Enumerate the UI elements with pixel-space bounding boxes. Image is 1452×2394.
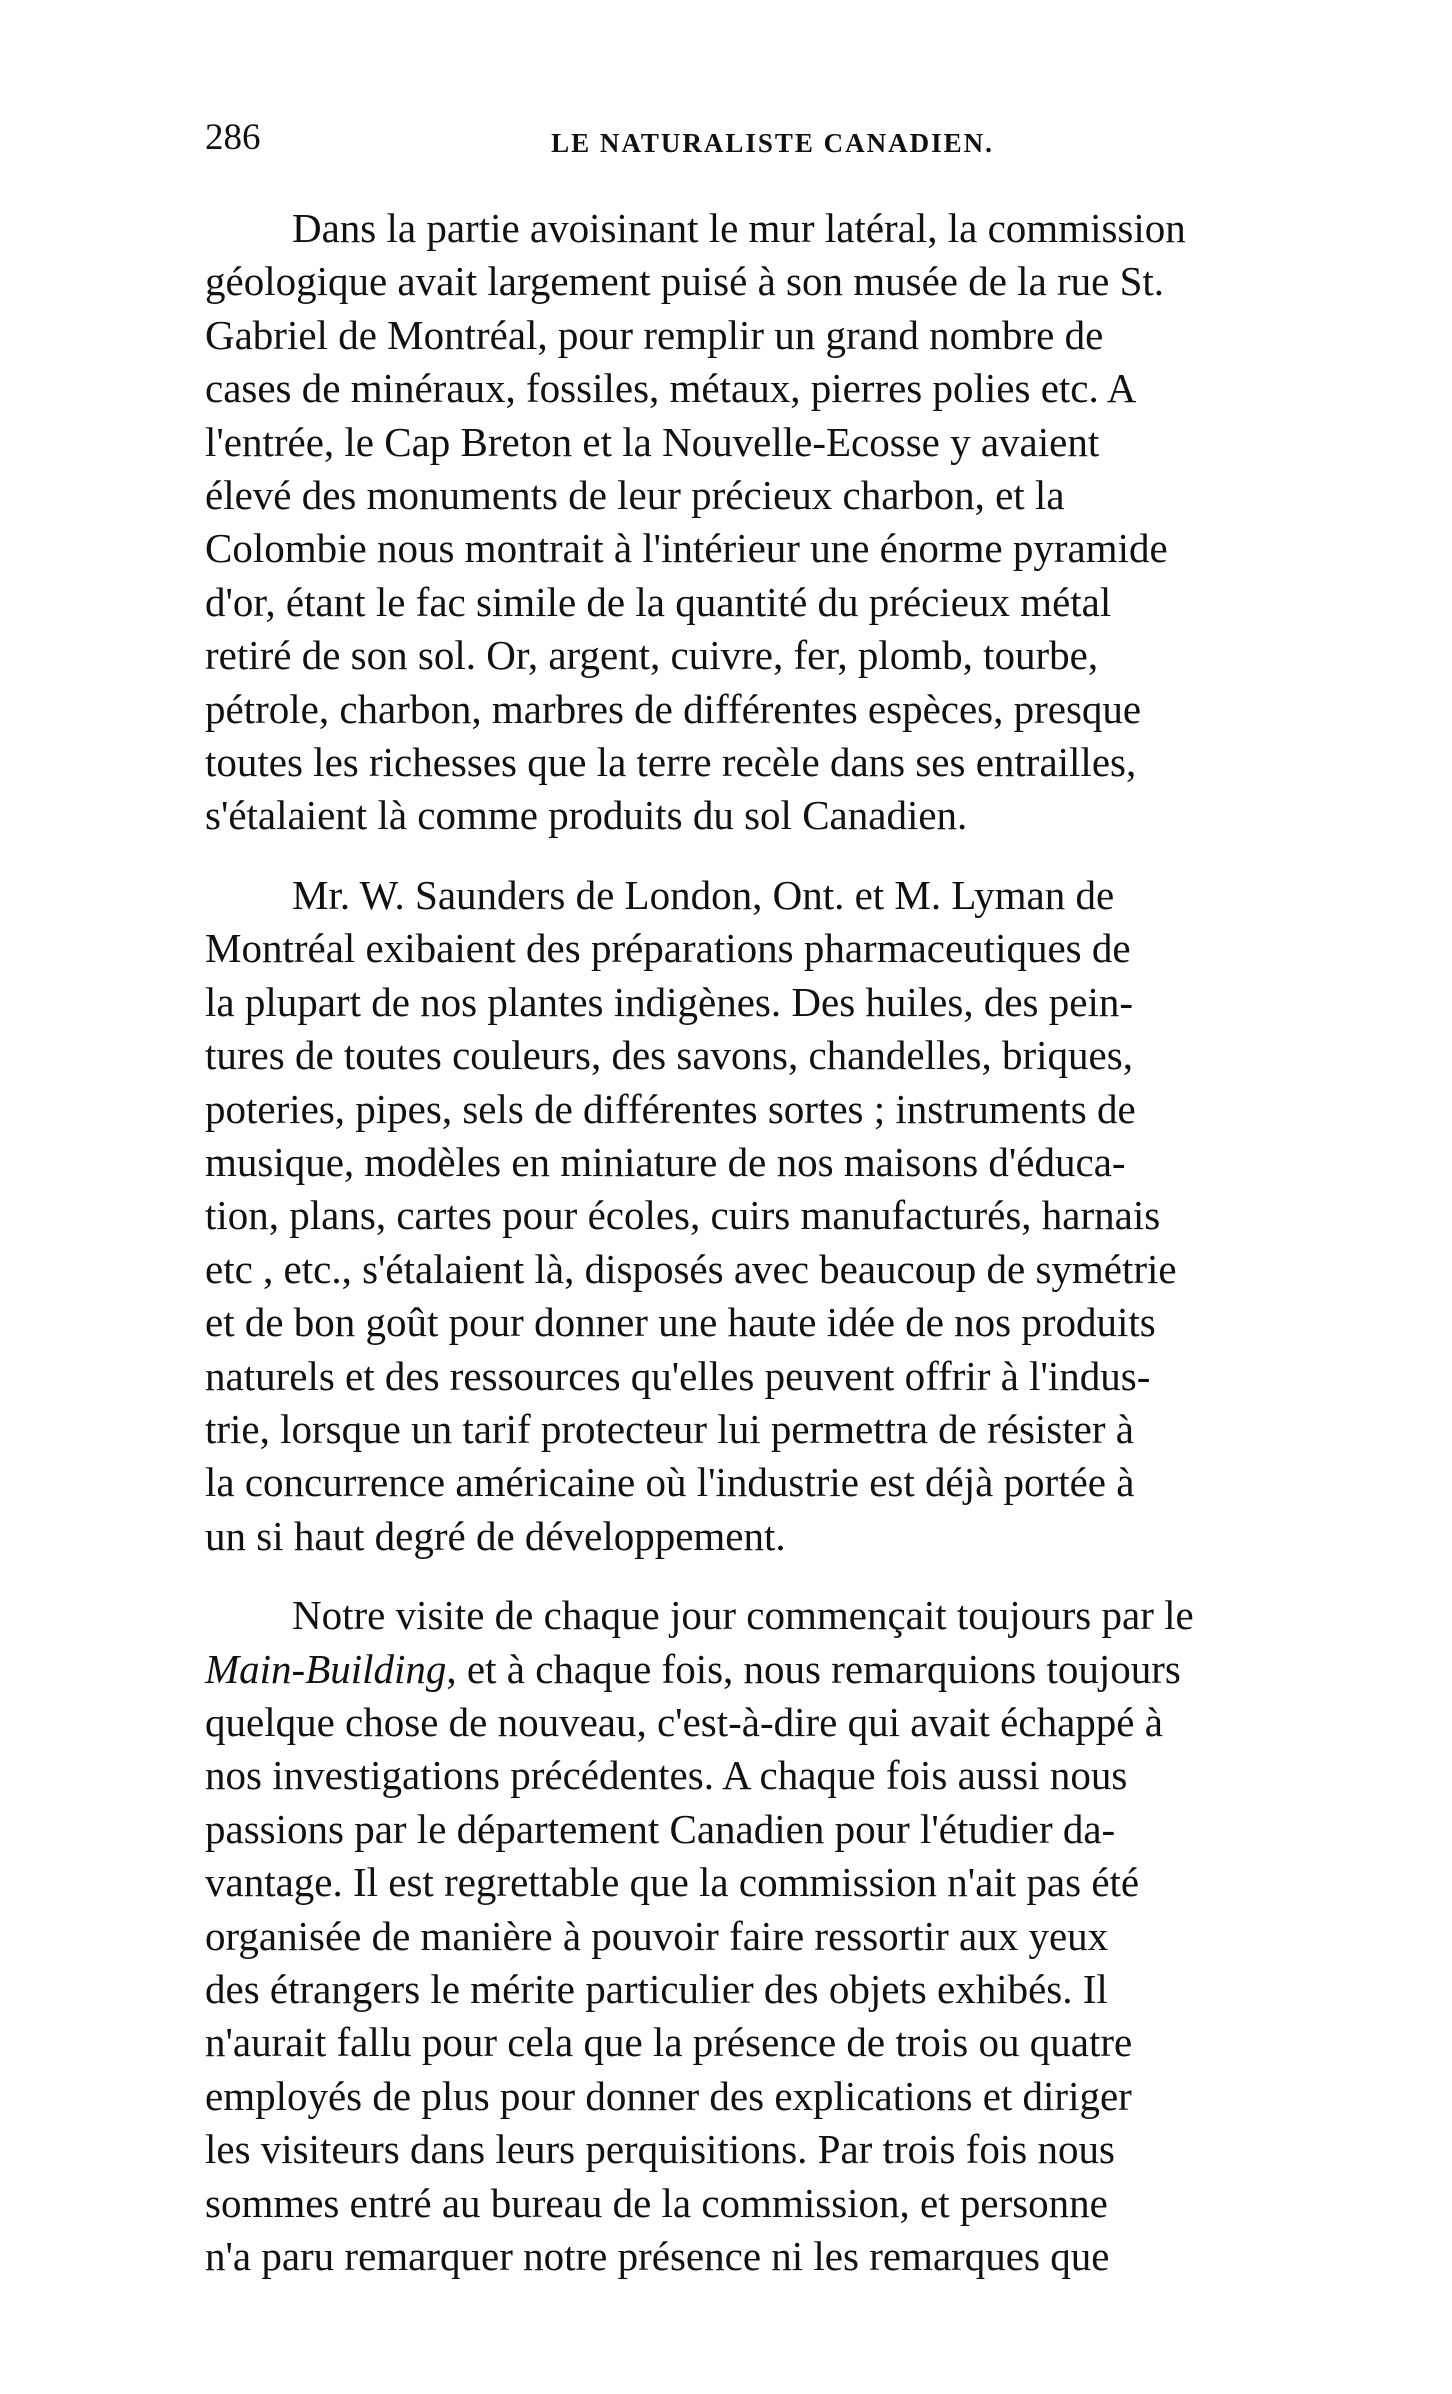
paragraph-line: tion, plans, cartes pour écoles, cuirs manufacturés, harnais <box>205 1192 1161 1239</box>
paragraph-line: la plupart de nos plantes indigènes. Des huiles, des pein- <box>205 978 1133 1025</box>
page-header <box>205 115 1340 175</box>
document-page <box>205 115 1340 2283</box>
paragraph-line: pétrole, charbon, marbres de différentes espèces, presque <box>205 685 1142 732</box>
paragraph-line: employés de plus pour donner des explications et diriger <box>205 2072 1132 2119</box>
paragraph-2 <box>205 869 1340 1563</box>
paragraph-line <box>205 1643 1340 1696</box>
paragraph-line: musique, modèles en miniature de nos maisons d'éduca- <box>205 1138 1126 1185</box>
paragraph-line: naturels et des ressources qu'elles peuvent offrir à l'indus- <box>205 1352 1151 1399</box>
paragraph-line: Gabriel de Montréal, pour remplir un grand nombre de <box>205 311 1104 358</box>
paragraph-line: l'entrée, le Cap Breton et la Nouvelle-Ecosse y avaient <box>205 418 1100 465</box>
paragraph-line: toutes les richesses que la terre recèle dans ses entrailles, <box>205 739 1137 786</box>
paragraph-line <box>205 1589 1340 1642</box>
paragraph-line: élevé des monuments de leur précieux charbon, et la <box>205 472 1065 519</box>
text-span: Notre visite de chaque jour commençait toujours par le <box>292 1592 1194 1639</box>
paragraph-line: les visiteurs dans leurs perquisitions. Par trois fois nous <box>205 2126 1115 2173</box>
paragraph-line: un si haut degré de développement. <box>205 1512 786 1559</box>
paragraph-line: la concurrence américaine où l'industrie est déjà portée à <box>205 1459 1135 1506</box>
paragraph-line: tures de toutes couleurs, des savons, chandelles, briques, <box>205 1032 1133 1079</box>
running-head: LE NATURALISTE CANADIEN. <box>551 128 994 158</box>
paragraph-line: cases de minéraux, fossiles, métaux, pierres polies etc. A <box>205 365 1137 412</box>
paragraph-line: passions par le département Canadien pour l'étudier da- <box>205 1805 1116 1852</box>
paragraph-line: etc , etc., s'étalaient là, disposés avec beaucoup de symétrie <box>205 1245 1177 1292</box>
body-text <box>205 202 1340 2283</box>
paragraph-line: retiré de son sol. Or, argent, cuivre, fer, plomb, tourbe, <box>205 632 1099 679</box>
paragraph-line: n'a paru remarquer notre présence ni les remarques que <box>205 2233 1110 2280</box>
paragraph-line: géologique avait largement puisé à son musée de la rue St. <box>205 258 1165 305</box>
paragraph-line: Montréal exibaient des préparations pharmaceutiques de <box>205 925 1131 972</box>
paragraph-1 <box>205 202 1340 843</box>
italic-phrase: Main-Building <box>205 1645 447 1692</box>
paragraph-3 <box>205 1589 1340 2283</box>
paragraph-line: nos investigations précédentes. A chaque fois aussi nous <box>205 1752 1128 1799</box>
paragraph-line: trie, lorsque un tarif protecteur lui permettra de résister à <box>205 1405 1134 1452</box>
paragraph-line: des étrangers le mérite particulier des objets exhibés. Il <box>205 1966 1108 2012</box>
paragraph-line: Mr. W. Saunders de London, Ont. et M. Lyman de <box>292 871 1115 918</box>
paragraph-line: Dans la partie avoisinant le mur latéral, la commission <box>292 205 1186 251</box>
paragraph-line: Colombie nous montrait à l'intérieur une énorme pyramide <box>205 525 1168 572</box>
page-number: 286 <box>205 117 261 158</box>
paragraph-line: sommes entré au bureau de la commission, et personne <box>205 2179 1108 2226</box>
paragraph-line: s'étalaient là comme produits du sol Canadien. <box>205 792 968 839</box>
paragraph-line: organisée de manière à pouvoir faire ressortir aux yeux <box>205 1912 1109 1959</box>
paragraph-line: poteries, pipes, sels de différentes sortes ; instruments de <box>205 1085 1136 1132</box>
paragraph-line: vantage. Il est regrettable que la commission n'ait pas été <box>205 1859 1140 1906</box>
text-span: , et à chaque fois, nous remarquions toujours <box>446 1645 1181 1692</box>
paragraph-line: et de bon goût pour donner une haute idée de nos produits <box>205 1299 1156 1346</box>
paragraph-line: quelque chose de nouveau, c'est-à-dire qui avait échappé à <box>205 1698 1163 1745</box>
paragraph-line: n'aurait fallu pour cela que la présence de trois ou quatre <box>205 2019 1133 2066</box>
paragraph-line: d'or, étant le fac simile de la quantité du précieux métal <box>205 578 1112 625</box>
